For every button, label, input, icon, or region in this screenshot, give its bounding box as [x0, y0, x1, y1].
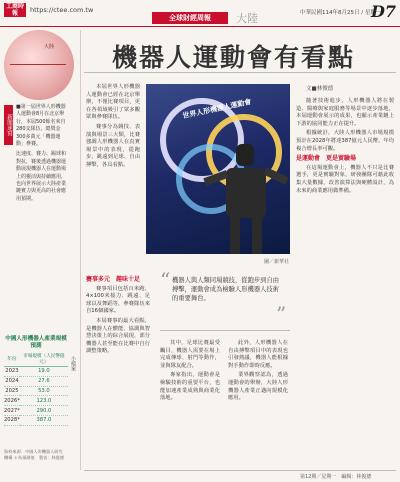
paragraph: 本屆賽事的最大看點，是機器人在體能、協調與智慧決策上的綜合展現，部分機器人甚至能在比賽中自行調整策略。 [86, 317, 150, 355]
article-column-a [86, 84, 140, 172]
globe-word: 大陸 [44, 44, 55, 50]
issue-date: 中華民國114年8月25日 / 星期一 [300, 10, 382, 16]
article-column-e [296, 98, 394, 197]
table-cell-year: 2025 [5, 387, 19, 394]
paragraph: 根據統計，大陸人形機器人市場規模預計在2028年將達387億元人民幣，年均複合增長率可觀。 [296, 130, 394, 152]
table-cell-year: 2024 [5, 378, 19, 385]
table-row [4, 367, 68, 377]
table-cell-value: 123.0 [20, 396, 68, 406]
robot-leg [230, 218, 240, 254]
subhead: 是運動會 更是實驗場 [296, 155, 357, 163]
column-tag: 全球財經周報 [152, 12, 228, 24]
paragraph: 賽事項目包括百米跑、4×100米接力、跳遠、足球以及舞蹈等，參賽隊伍來自16個國家。 [86, 285, 150, 315]
site-url[interactable]: https://ctee.com.tw [30, 6, 94, 14]
section-label: 大陸 [236, 12, 258, 25]
table-row [4, 396, 68, 406]
table-vertical-label: 小檔案 [70, 356, 76, 371]
rail-kicker: 新聞速寫 [4, 105, 13, 145]
globe-graphic [4, 30, 74, 100]
newspaper-logo: 工商時報 [5, 3, 24, 17]
photo-banner-text: 世界人形機器人運動會 [181, 97, 253, 121]
table-cell-value: 27.6 [20, 376, 68, 386]
paragraph: 賽事分為競技、表演與場景三大類，比賽強調人形機器人在真實場景中的表現，從跑步、跳遠到足球、自由搏擊，各具看點。 [86, 123, 140, 168]
rail-paragraph: 比速度、賽力、踢球和對抗，賽後透過機器運動展現機器人在運動場上的靈活與持續應用，也向世界展示大陸產業鏈實力與更高的社會應用預期。 [16, 151, 67, 202]
headline-rule [84, 72, 396, 73]
paragraph: 在這場運動會上，機器人不只是比賽選手，更是實驗對象，研發團隊可藉此收集大量數據，改善演算法與硬體設計，為未來的商業應用做準備。 [296, 164, 394, 194]
table-source-note: 資料來源：中國人形機器人研究機構 ＊為預測值 製表：林俊德 [4, 449, 64, 460]
table-row [4, 376, 68, 386]
photo-credit: 圖／新華社 [264, 259, 290, 265]
paragraph: 其中，足球比賽最受矚目，機器人需要在場上完成傳球、射門等動作，並與隊友配合。 [160, 340, 220, 369]
article-column-b [86, 276, 150, 358]
table-cell-year: 2028* [4, 417, 20, 424]
globe-line [10, 64, 66, 65]
paragraph: 本屆世界人形機器人運動會已經在北京舉辦，不僅比賽項目，更在各領域吸引了眾多觀眾與參賽隊伍。 [86, 84, 140, 121]
paragraph: 專家指出，運動會是檢驗技術的重要平台，也能加速產業成熟與商業化落地。 [160, 372, 220, 402]
table-cell-year: 2027* [4, 407, 20, 414]
quote-open-icon: “ [160, 268, 171, 292]
table-header-value: 市場規模（人民幣億元） [20, 352, 68, 367]
pull-quote: 機器人與人類同場競技，從跑步到自由搏擊，運動會成為檢驗人形機器人技術的重要舞台。 [172, 277, 280, 302]
table-row [4, 415, 68, 425]
page-number: D7 [370, 2, 396, 21]
top-rule [0, 26, 400, 27]
robot-photo [146, 84, 290, 254]
byline: 文■林俊德 [306, 86, 334, 92]
paragraph: 業界觀察認為，透過運動會的舉辦，大陸人形機器人產業正邁向規模化應用。 [228, 372, 288, 402]
robot-body [226, 168, 266, 218]
table-title: 中國人形機器人產業規模預測 [5, 336, 67, 349]
robot-head [236, 144, 254, 166]
growth-table [4, 352, 68, 426]
paragraph: 隨著技術進步，人形機器人將在製造、醫療與家庭服務等場景中逐步落地，本屆運動會展示的成果，也顯示產業鏈上下游的協同能力正在提升。 [296, 98, 394, 127]
quote-close-icon: ” [276, 302, 287, 326]
rail-text [16, 104, 68, 206]
table-cell-value: 387.0 [20, 415, 68, 425]
article-column-d [228, 340, 288, 405]
article-column-c [160, 340, 220, 405]
column-divider [80, 30, 81, 470]
table-cell-year: 2023 [5, 368, 19, 375]
paragraph: 此外，人形機器人在自由搏擊項目中的表現也引發熱議，機器人能根據對手動作即時反應。 [228, 340, 288, 369]
footer-rule [84, 470, 396, 471]
table-row [4, 386, 68, 396]
subhead: 賽事多元 趣味十足 [86, 276, 141, 283]
table-row [4, 406, 68, 416]
table-header-year: 年份 [4, 352, 20, 367]
table-cell-value: 19.0 [20, 367, 68, 377]
table-cell-year: 2026* [4, 397, 20, 404]
quote-rule [160, 330, 290, 331]
table-cell-value: 53.0 [20, 386, 68, 396]
rail-paragraph: ■第一屆世界人形機器人運動會8月在北京舉行，本屆500餘名來自280支隊伍，總獎金300多萬元「機器運動」參賽。 [16, 104, 66, 148]
table-cell-value: 290.0 [20, 406, 68, 416]
robot-leg [252, 218, 262, 254]
footer-text: 第12期／星期一 編輯：林俊德 [300, 474, 372, 480]
market-table [4, 336, 68, 426]
article-headline: 機器人運動會有看點 [112, 43, 356, 72]
